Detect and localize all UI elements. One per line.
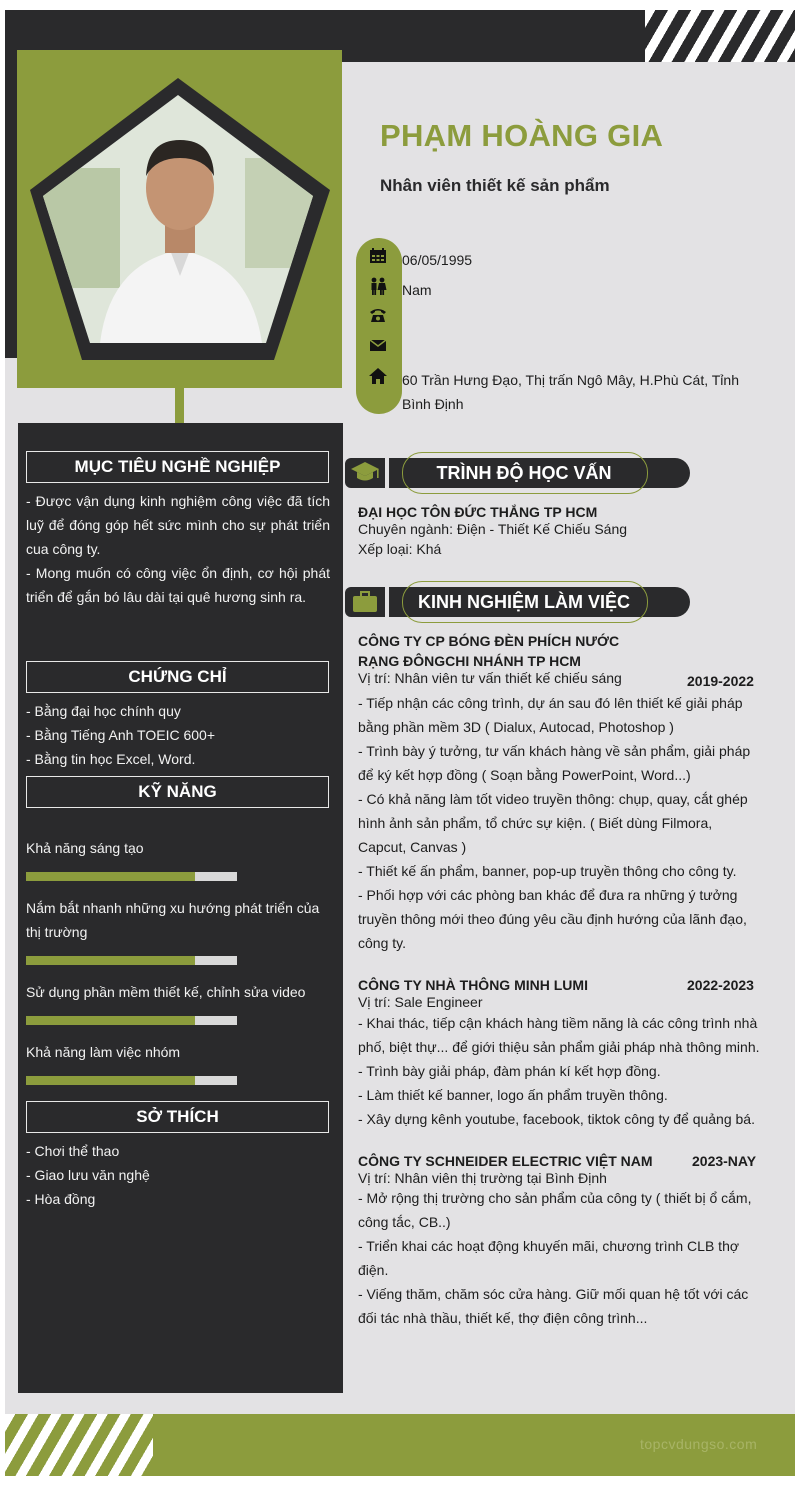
left-sidebar <box>18 423 343 1393</box>
education-icon-box <box>345 458 385 488</box>
education-major: Chuyên ngành: Điện - Thiết Kế Chiếu Sáng <box>358 521 628 537</box>
skills-heading: KỸ NĂNG <box>26 776 329 808</box>
birthday-value: 06/05/1995 <box>402 252 473 268</box>
job-task: - Tiếp nhận các công trình, dự án sau đó lên thiết kế giải pháp bằng phần mềm 3D ( Dialux, Autocad, Photoshop ) <box>358 695 743 735</box>
graduation-cap-icon <box>345 458 385 488</box>
full-name: PHẠM HOÀNG GIA <box>380 118 664 153</box>
certificate-item: - Bằng tin học Excel, Word. <box>26 751 196 767</box>
job-years: 2023-NAY <box>692 1153 757 1169</box>
job-task: - Có khả năng làm tốt video truyền thông: chụp, quay, cắt ghép hình ảnh sản phẩm, tổ chức sự kiện. ( Biết dùng Filmora, Capcut, Canvas ) <box>358 791 748 855</box>
job-task: - Phối hợp với các phòng ban khác để đưa ra những ý tưởng truyền thông mới theo đúng yêu cầu định hướng của lãnh đạo, công ty. <box>358 887 747 951</box>
education-header <box>345 458 690 488</box>
education-title: TRÌNH ĐỘ HỌC VẤN <box>436 463 612 483</box>
cv-page <box>5 10 795 1476</box>
certificates-heading: CHỨNG CHỈ <box>26 661 329 693</box>
job-task: - Khai thác, tiếp cận khách hàng tiềm năng là các công trình nhà phố, biệt thự... để giới thiệu sản phẩm giải pháp nhà thông minh. <box>358 1015 760 1055</box>
phone-icon <box>368 305 388 325</box>
job-task: - Viếng thăm, chăm sóc cửa hàng. Giữ mối quan hệ tốt với các đối tác nhà thầu, thiết kế, thợ điện công trình... <box>358 1286 749 1326</box>
skill-bar-fill <box>26 956 195 965</box>
skill-bar-fill <box>26 1016 195 1025</box>
hobbies-heading: SỞ THÍCH <box>26 1101 329 1133</box>
job-task: - Mở rộng thị trường cho sản phẩm của công ty ( thiết bị ổ cắm, công tắc, CB..) <box>358 1190 752 1230</box>
certificate-item: - Bằng đại học chính quy <box>26 703 181 719</box>
job-task: - Trình bày giải pháp, đàm phán kí kết hợp đồng. <box>358 1063 661 1079</box>
gender-value: Nam <box>402 282 432 298</box>
skill-bar <box>26 872 237 881</box>
photo-connector <box>175 388 184 423</box>
objective-heading: MỤC TIÊU NGHỀ NGHIỆP <box>26 451 329 483</box>
job-task: - Trình bày ý tưởng, tư vấn khách hàng về sản phẩm, giải pháp để ký kết hợp đồng ( Soạn bằng PowerPoint, Word...) <box>358 743 751 783</box>
skill-label: Sử dụng phần mềm thiết kế, chỉnh sửa video <box>26 984 306 1000</box>
calendar-icon <box>368 246 388 266</box>
job-title: Nhân viên thiết kế sản phẩm <box>380 176 610 195</box>
skill-bar-fill <box>26 872 195 881</box>
skill-label: Khả năng sáng tạo <box>26 840 144 856</box>
job-position: Vị trí: Nhân viên tư vấn thiết kế chiếu sáng <box>358 670 622 686</box>
email-icon <box>368 335 388 355</box>
certificate-item: - Bằng Tiếng Anh TOEIC 600+ <box>26 727 215 743</box>
education-grade: Xếp loại: Khá <box>358 541 442 557</box>
hobby-item: - Chơi thể thao <box>26 1143 120 1159</box>
job-position: Vị trí: Sale Engineer <box>358 994 483 1010</box>
profile-photo <box>30 78 330 360</box>
experience-title: KINH NGHIỆM LÀM VIỆC <box>417 592 630 612</box>
gender-icon <box>368 276 388 296</box>
job-years: 2022-2023 <box>687 977 754 993</box>
skill-bar-fill <box>26 1076 195 1085</box>
job-company: CÔNG TY CP BÓNG ĐÈN PHÍCH NƯỚC RẠNG ĐÔNGCHI NHÁNH TP HCM <box>358 633 620 669</box>
job-task: - Làm thiết kế banner, logo ấn phẩm truyền thông. <box>358 1087 668 1103</box>
skill-label: Khả năng làm việc nhóm <box>26 1044 181 1060</box>
job-task: - Triển khai các hoạt động khuyến mãi, chương trình CLB thợ điện. <box>358 1238 740 1278</box>
hobby-item: - Giao lưu văn nghệ <box>26 1167 150 1183</box>
skill-label: Nắm bắt nhanh những xu hướng phát triển của thị trường <box>26 900 320 940</box>
bottom-stripes-decoration <box>5 1414 153 1476</box>
hobby-item: - Hòa đồng <box>26 1191 96 1207</box>
address-value: 60 Trần Hưng Đạo, Thị trấn Ngô Mây, H.Phù Cát, Tỉnh Bình Định <box>402 372 739 412</box>
skill-bar <box>26 1076 237 1085</box>
job-task: - Thiết kế ấn phẩm, banner, pop-up truyền thông cho công ty. <box>358 863 737 879</box>
skill-bar <box>26 956 237 965</box>
objective-line-1: - Được vận dụng kinh nghiệm công việc đã tích luỹ để đóng góp hết sức mình cho sự phát triển cua công ty. <box>26 493 330 557</box>
home-icon <box>368 366 388 386</box>
job-position: Vị trí: Nhân viên thị trường tại Bình Định <box>358 1170 607 1186</box>
job-company: CÔNG TY SCHNEIDER ELECTRIC VIỆT NAM <box>358 1153 653 1169</box>
job-company: CÔNG TY NHÀ THÔNG MINH LUMI <box>358 977 588 993</box>
watermark: topcvdungso.com <box>640 1436 758 1452</box>
briefcase-icon <box>345 587 385 617</box>
experience-header <box>345 587 690 617</box>
education-school: ĐẠI HỌC TÔN ĐỨC THẮNG TP HCM <box>358 504 598 520</box>
objective-line-2: - Mong muốn có công việc ổn định, cơ hội phát triển để gắn bó lâu dài tại quê hương sinh ra. <box>26 565 330 605</box>
job-task: - Xây dựng kênh youtube, facebook, tiktok công ty để quảng bá. <box>358 1111 755 1127</box>
job-years: 2019-2022 <box>687 673 754 689</box>
experience-icon-box <box>345 587 385 617</box>
top-stripes-decoration <box>645 10 795 62</box>
skill-bar <box>26 1016 237 1025</box>
